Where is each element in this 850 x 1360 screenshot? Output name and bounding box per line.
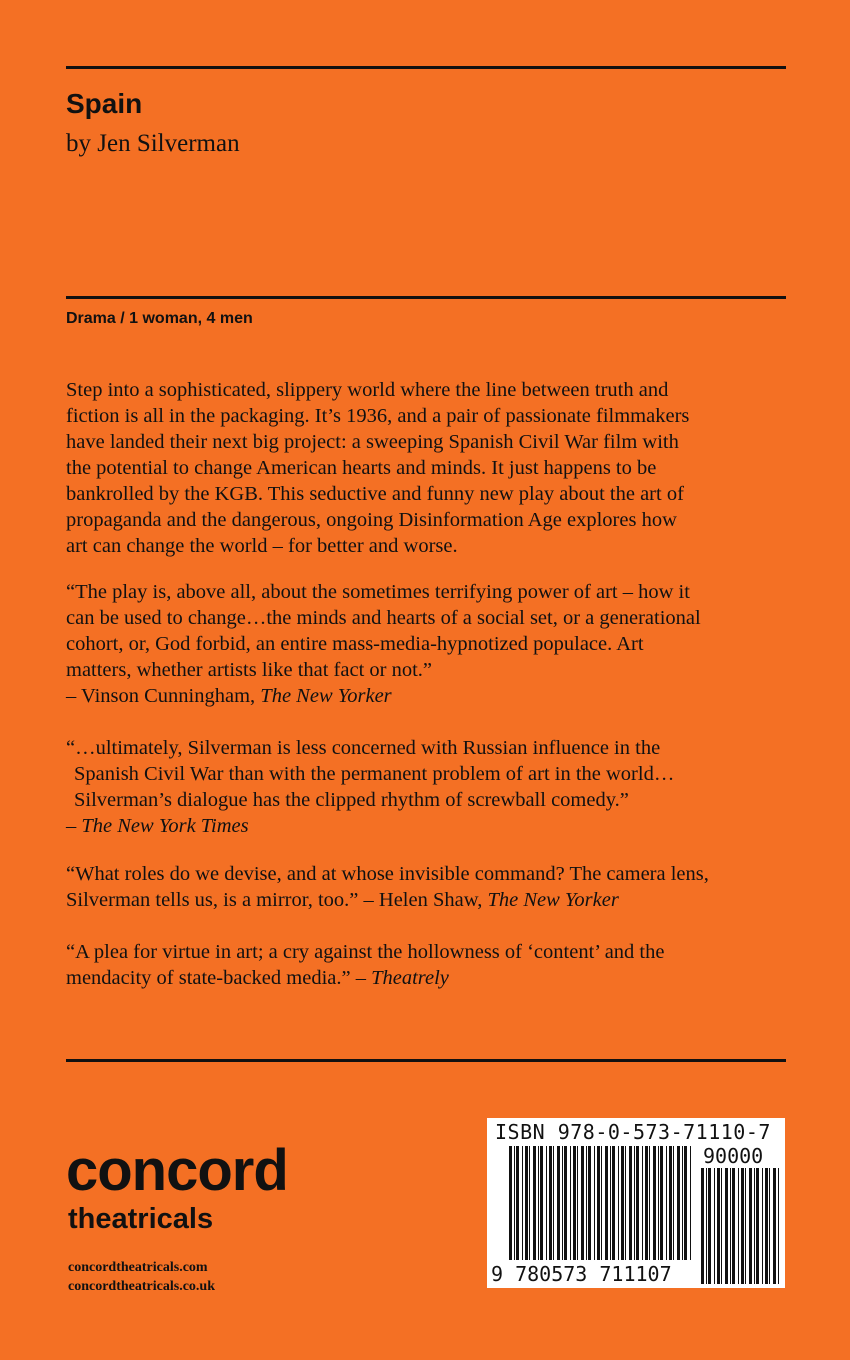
- genre-cast-line: Drama / 1 woman, 4 men: [66, 310, 253, 327]
- isbn-label: ISBN 978-0-573-71110-7: [495, 1120, 771, 1144]
- url-us[interactable]: concordtheatricals.com: [68, 1260, 208, 1275]
- quote-line: “…ultimately, Silverman is less concerned with Russian influence in the: [66, 737, 661, 759]
- book-title: Spain: [66, 88, 143, 119]
- quote-line: Silverman tells us, is a mirror, too.” – Helen Shaw, The New Yorker: [66, 889, 619, 911]
- section-rule: [66, 296, 786, 299]
- addon-digits: 90000: [703, 1144, 764, 1168]
- isbn-barcode: [487, 1118, 785, 1288]
- blurb-line: art can change the world – for better and worse.: [66, 535, 458, 557]
- quote-line: Silverman’s dialogue has the clipped rhythm of screwball comedy.”: [74, 789, 629, 811]
- top-rule: [66, 66, 786, 69]
- quote-source: The New Yorker: [487, 889, 619, 911]
- review-quote-4: [66, 939, 796, 991]
- blurb-line: fiction is all in the packaging. It’s 1936, and a pair of passionate filmmakers: [66, 405, 690, 427]
- blurb-line: the potential to change American hearts and minds. It just happens to be: [66, 457, 657, 479]
- blurb-line: Step into a sophisticated, slippery world where the line between truth and: [66, 379, 669, 401]
- quote-line: “A plea for virtue in art; a cry against the hollowness of ‘content’ and the: [66, 941, 665, 963]
- publisher-urls: [68, 1258, 215, 1296]
- blurb-line: have landed their next big project: a sweeping Spanish Civil War film with: [66, 431, 679, 453]
- blurb: [66, 377, 796, 559]
- quote-line: Spanish Civil War than with the permanent problem of art in the world…: [74, 763, 675, 785]
- footer-rule: [66, 1059, 786, 1062]
- publisher-logo: [66, 1140, 288, 1236]
- quote-line: mendacity of state-backed media.” – Theatrely: [66, 967, 449, 989]
- quote-line: cohort, or, God forbid, an entire mass-media-hypnotized populace. Art: [66, 633, 644, 655]
- quote-source: The New Yorker: [260, 685, 392, 707]
- quote-line: matters, whether artists like that fact or not.”: [66, 659, 433, 681]
- review-quote-2: [66, 735, 796, 839]
- quote-source: Theatrely: [371, 967, 449, 989]
- ean-digits: 9 780573 711107: [491, 1262, 672, 1286]
- quote-source: The New York Times: [81, 815, 249, 837]
- logo-wordmark-concord: concord: [66, 1138, 288, 1203]
- quote-attribution: – Vinson Cunningham, The New Yorker: [66, 685, 392, 707]
- blurb-line: bankrolled by the KGB. This seductive and funny new play about the art of: [66, 483, 684, 505]
- blurb-line: propaganda and the dangerous, ongoing Disinformation Age explores how: [66, 509, 677, 531]
- review-quote-1: [66, 579, 796, 709]
- review-quote-3: [66, 861, 796, 913]
- author-byline: by Jen Silverman: [66, 130, 240, 157]
- url-uk[interactable]: concordtheatricals.co.uk: [68, 1279, 215, 1294]
- quote-line: “The play is, above all, about the sometimes terrifying power of art – how it: [66, 581, 690, 603]
- logo-wordmark-theatricals: theatricals: [68, 1203, 214, 1235]
- quote-attribution: – The New York Times: [66, 815, 249, 837]
- quote-line: “What roles do we devise, and at whose invisible command? The camera lens,: [66, 863, 709, 885]
- quote-line: can be used to change…the minds and hearts of a social set, or a generational: [66, 607, 701, 629]
